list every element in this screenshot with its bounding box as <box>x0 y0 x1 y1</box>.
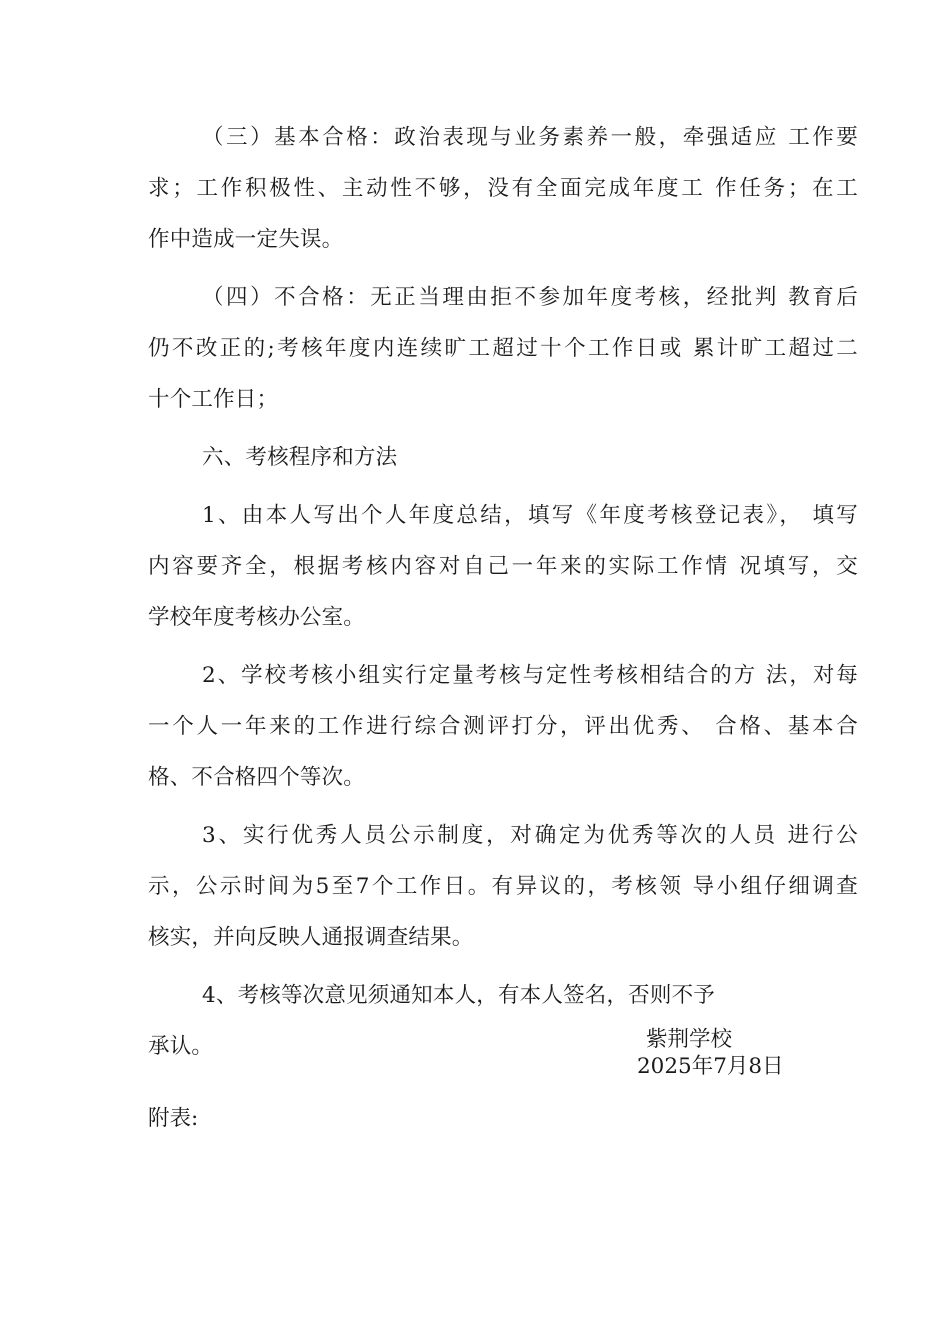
document-body <box>148 112 858 1079</box>
section-heading-six <box>148 432 858 483</box>
text-line: 3、实行优秀人员公示制度，对确定为优秀等次的人员 进行公 <box>202 823 858 848</box>
paragraph-basic-pass <box>148 112 858 265</box>
text-line: 2、学校考核小组实行定量考核与定性考核相结合的方 法，对每 <box>202 663 858 688</box>
text-line: 学校年度考核办公室。 <box>148 605 366 630</box>
paragraph-step-2 <box>148 650 858 803</box>
paragraph-step-1 <box>148 490 858 643</box>
signature-date: 2025年7月8日 <box>637 1054 784 1079</box>
text-line: 承认。 <box>148 1034 214 1059</box>
text-line: 格、不合格四个等次。 <box>148 765 366 790</box>
paragraph-fail <box>148 272 858 425</box>
text-line: 示，公示时间为5至7个工作日。有异议的，考核领 导小组仔细调查 <box>148 874 858 899</box>
text-line: （三）基本合格：政治表现与业务素养一般，牵强适应 工作要 <box>202 125 858 150</box>
text-line: 十个工作日； <box>148 387 279 412</box>
text-line: 核实，并向反映人通报调查结果。 <box>148 925 474 950</box>
text-line: 作中造成一定失误。 <box>148 227 344 252</box>
text-line: 仍不改正的;考核年度内连续旷工超过十个工作日或 累计旷工超过二 <box>148 336 858 361</box>
text-line: 4、考核等次意见须通知本人，有本人签名，否则不予 <box>202 983 715 1008</box>
text-line: 求；工作积极性、主动性不够，没有全面完成年度工 作任务；在工 <box>148 176 858 201</box>
text-line: 一个人一年来的工作进行综合测评打分，评出优秀、 合格、基本合 <box>148 714 858 739</box>
text-line: 内容要齐全，根据考核内容对自己一年来的实际工作情 况填写，交 <box>148 554 858 579</box>
signature-organization: 紫荆学校 <box>646 1027 733 1052</box>
text-line: 1、由本人写出个人年度总结，填写《年度考核登记表》， 填写 <box>202 503 858 528</box>
section-heading: 六、考核程序和方法 <box>202 445 398 470</box>
attachment-label: 附表: <box>148 1106 199 1131</box>
paragraph-step-3 <box>148 810 858 963</box>
text-line: （四）不合格：无正当理由拒不参加年度考核，经批判 教育后 <box>202 285 858 310</box>
